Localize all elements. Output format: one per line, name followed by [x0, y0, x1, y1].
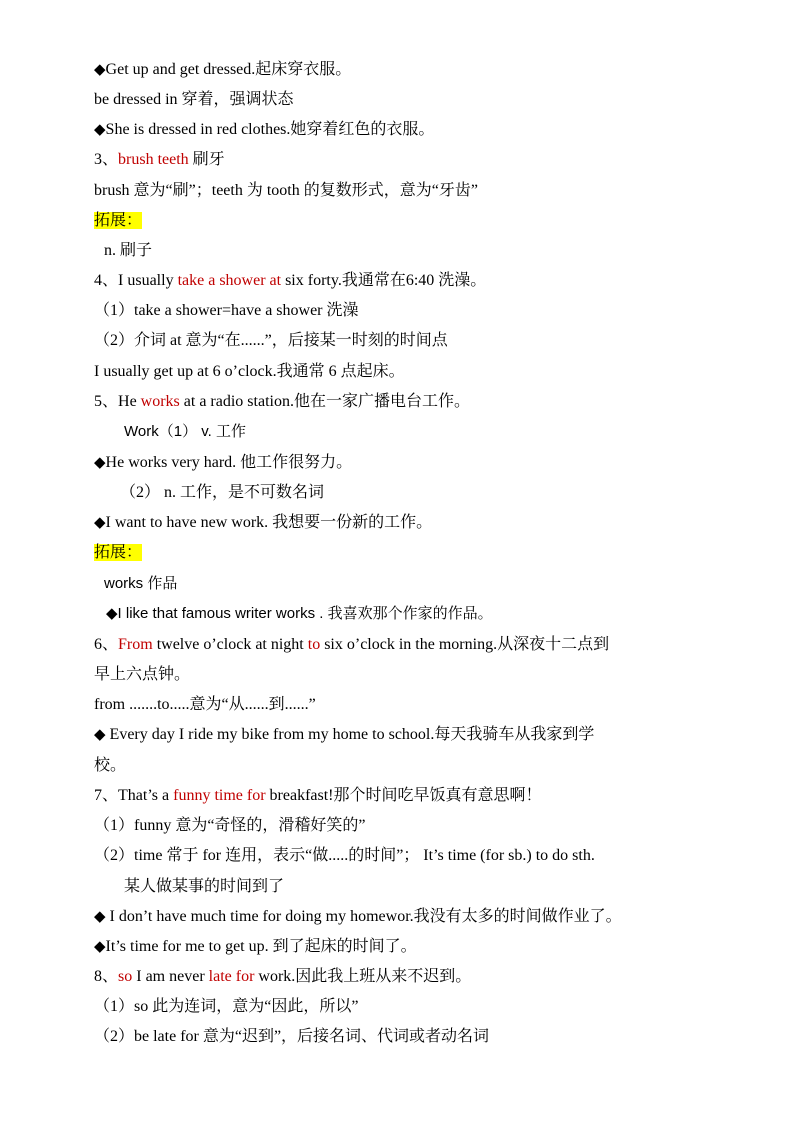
section-heading-4: 4、I usually take a shower at six forty.我通常在6:40 洗澡。 [94, 272, 487, 289]
example-sentence: ◆ Every day I ride my bike from my home to school.每天我骑车从我家到学 [94, 726, 595, 743]
diamond-bullet-icon: ◆ [94, 122, 106, 138]
explanation-line: （2）be late for 意为“迟到”，后接名词、代词或者动名词 [94, 1028, 490, 1045]
diamond-bullet-icon: ◆ [94, 939, 106, 955]
key-phrase: so [118, 968, 133, 985]
example-sentence: ◆She is dressed in red clothes.她穿着红色的衣服。 [94, 121, 435, 138]
diamond-bullet-icon: ◆ [94, 62, 106, 78]
extension-note: n. 刷子 [104, 242, 153, 259]
key-phrase: take a shower at [177, 272, 282, 289]
explanation-line: （2） n. 工作，是不可数名词 [120, 484, 325, 501]
section-heading-6: 6、From twelve o’clock at night to six o’clock in the morning.从深夜十二点到 [94, 636, 610, 653]
explanation-line: （2）介词 at 意为“在......”，后接某一时刻的时间点 [94, 332, 448, 349]
explanation-line: Work（1） v. 工作 [124, 423, 246, 440]
section-heading-3: 3、brush teeth 刷牙 [94, 151, 225, 168]
diamond-bullet-icon: ◆ [106, 605, 118, 622]
section-heading-5: 5、He works at a radio station.他在一家广播电台工作。 [94, 393, 470, 410]
explanation-line: from .......to.....意为“从......到......” [94, 696, 316, 713]
phrase-note: be dressed in 穿着，强调状态 [94, 91, 294, 108]
example-sentence: ◆I like that famous writer works . 我喜欢那个作家的作品。 [106, 605, 493, 622]
key-phrase: brush teeth [118, 151, 189, 168]
key-phrase: From [118, 636, 153, 653]
section-heading-7: 7、That’s a funny time for breakfast!那个时间吃早饭真有意思啊！ [94, 787, 542, 804]
extension-note: works 作品 [104, 575, 178, 592]
diamond-bullet-icon: ◆ [94, 909, 106, 925]
section-heading-8: 8、so I am never late for work.因此我上班从来不迟到。 [94, 968, 472, 985]
example-sentence: ◆He works very hard. 他工作很努力。 [94, 454, 353, 471]
example-sentence: ◆ I don’t have much time for doing my homewor.我没有太多的时间做作业了。 [94, 908, 622, 925]
key-phrase: late for [208, 968, 255, 985]
example-sentence: ◆It’s time for me to get up. 到了起床的时间了。 [94, 938, 417, 955]
explanation-line: （1）take a shower=have a shower 洗澡 [94, 302, 359, 319]
diamond-bullet-icon: ◆ [94, 727, 106, 743]
continuation-line: 校。 [94, 757, 127, 774]
explanation-line: brush 意为“刷”；teeth 为 tooth 的复数形式，意为“牙齿” [94, 182, 478, 199]
key-phrase: to [307, 636, 321, 653]
continuation-line: 早上六点钟。 [94, 666, 191, 683]
example-sentence: ◆I want to have new work. 我想要一份新的工作。 [94, 514, 433, 531]
key-phrase: works [140, 393, 180, 410]
extension-label: 拓展： [94, 544, 143, 561]
diamond-bullet-icon: ◆ [94, 515, 106, 531]
explanation-line: （1）funny 意为“奇怪的，滑稽好笑的” [94, 817, 366, 834]
extension-label: 拓展： [94, 212, 143, 229]
explanation-line: （2）time 常于 for 连用，表示“做.....的时间”； It’s time (for sb.) to do sth. [94, 847, 595, 864]
key-phrase: funny time for [173, 787, 266, 804]
diamond-bullet-icon: ◆ [94, 455, 106, 471]
example-sentence: I usually get up at 6 o’clock.我通常 6 点起床。 [94, 363, 405, 380]
explanation-line: （1）so 此为连词，意为“因此，所以” [94, 998, 359, 1015]
continuation-line: 某人做某事的时间到了 [124, 878, 285, 895]
example-sentence: ◆Get up and get dressed.起床穿衣服。 [94, 61, 352, 78]
